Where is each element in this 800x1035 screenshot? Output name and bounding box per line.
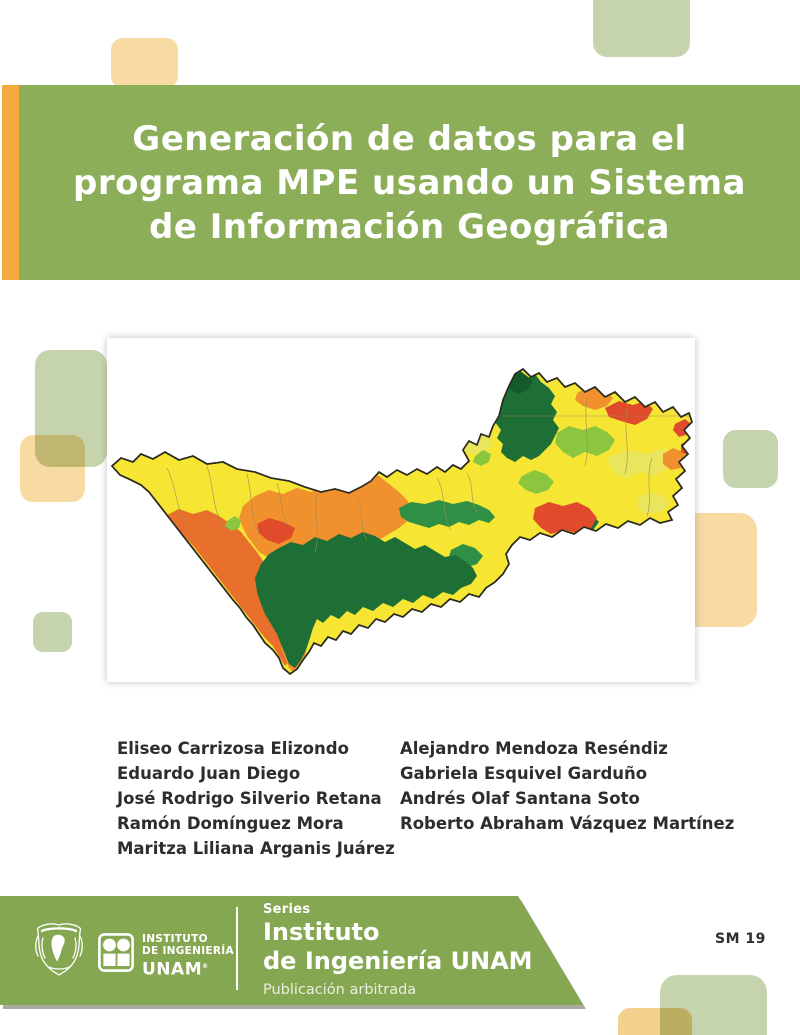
author-name: Ramón Domínguez Mora bbox=[117, 814, 344, 833]
registered-mark: ® bbox=[202, 963, 209, 970]
author-name: Maritza Liliana Arganis Juárez bbox=[117, 839, 395, 858]
decor-square-sage-small bbox=[33, 612, 72, 652]
cover-title-line1: Generación de datos para el bbox=[132, 118, 687, 159]
decor-square-sage-right bbox=[723, 430, 778, 488]
author-name: Roberto Abraham Vázquez Martínez bbox=[400, 814, 735, 833]
footer-content bbox=[0, 890, 600, 1015]
cover-title-line2: programa MPE usando un Sistema bbox=[73, 162, 746, 203]
decor-square-sage-topright bbox=[593, 0, 690, 57]
author-name: Eliseo Carrizosa Elizondo bbox=[117, 739, 349, 758]
decor-square-peach-bottom bbox=[618, 1008, 692, 1035]
authors-column-left bbox=[117, 736, 395, 861]
institute-line3: UNAM® bbox=[142, 959, 209, 980]
footer-divider bbox=[236, 907, 238, 990]
basin-map-illustration bbox=[107, 338, 695, 682]
map-card bbox=[107, 338, 695, 682]
decor-square-peach-top bbox=[111, 38, 178, 88]
institute-line2: DE INGENIERÍA bbox=[142, 945, 234, 957]
series-title-line1: Instituto bbox=[263, 918, 380, 946]
author-name: Gabriela Esquivel Garduño bbox=[400, 764, 648, 783]
series-block bbox=[263, 901, 533, 998]
author-name: Alejandro Mendoza Reséndiz bbox=[400, 739, 668, 758]
title-banner bbox=[19, 85, 800, 280]
series-title-line2: de Ingeniería UNAM bbox=[263, 947, 533, 975]
institute-line1: INSTITUTO bbox=[142, 933, 208, 945]
series-code: SM 19 bbox=[715, 931, 766, 947]
ii-logo-icon bbox=[98, 933, 134, 972]
title-accent-stripe bbox=[2, 85, 19, 280]
author-name: Andrés Olaf Santana Soto bbox=[400, 789, 640, 808]
authors-column-right bbox=[400, 736, 734, 836]
author-name: Eduardo Juan Diego bbox=[117, 764, 301, 783]
decor-square-peach-left bbox=[20, 435, 85, 502]
publication-type: Publicación arbitrada bbox=[263, 982, 417, 998]
unam-crest-icon bbox=[31, 920, 87, 978]
author-name: José Rodrigo Silverio Retana bbox=[117, 789, 382, 808]
institute-name-block bbox=[142, 933, 234, 980]
cover-title bbox=[73, 117, 746, 249]
cover-title-line3: de Información Geográfica bbox=[148, 206, 670, 247]
series-label: Series bbox=[263, 902, 311, 917]
